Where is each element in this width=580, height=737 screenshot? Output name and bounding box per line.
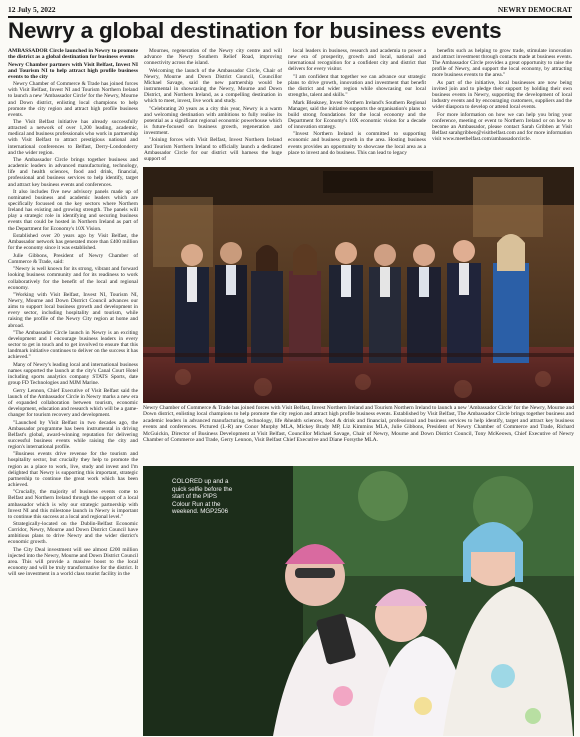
paragraph: Established over 20 years ago by Visit Belfast, the Ambassador network has generated more than £400 million for the economy since it was established.	[8, 233, 138, 252]
paragraph: "The Ambassador Circle launch in Newry is an exciting development and I encourage business leaders in every sector to get in touch and to get involved to ensure that this landmark initiative continues to deliver on the success it has achieved."	[8, 330, 138, 361]
paragraph: "Joining forces with Visit Belfast, Invest Northern Ireland and Tourism Northern Ireland to officially launch a dedicated Ambassador Circle for our district will harness the huge support of	[144, 137, 282, 162]
publication-name: NEWRY DEMOCRAT	[497, 5, 572, 14]
paragraph: Mournes, regeneration of the Newry city centre and will advance the Newry Southern Relief Road, improving connectivity across the island.	[144, 48, 282, 67]
paragraph: Welcoming the launch of the Ambassador Circle, Chair of Newry, Mourne and Down District Council, Councillor Michael Savage, said the new partnership would be instrumental in showcasing the Newry, Mourne and Down District, and Northern Ireland, as a compelling destination in which to meet, invest, live work and study.	[144, 67, 282, 105]
group-photo-illustration	[143, 167, 574, 403]
paragraph: "Newry is well known for its strong, vibrant and forward looking business community and for its readiness to work collaboratively for the benefit of the local and regional economy.	[8, 266, 138, 291]
article-column-1	[8, 48, 138, 733]
paragraph: "Celebrating 20 years as a city this year, Newry is a warm and welcoming destination with ambitions to fully realise its potential as a significant regional economic powerhouse which is future-focused on business growth, regeneration and investment.	[144, 105, 282, 136]
paragraph: local leaders in business, research and academia to power a new era of prosperity, growth and local, national and international recognition for a confident city and district that delivers for every visitor.	[288, 48, 426, 73]
paragraph: "Business events drive revenue for the tourism and hospitality sector, but crucially they help to promote the region as a place to work, live, study and invest and I'm delighted that Newry is supporting this important, strategic partnership to continue the great work which has been achieved.	[8, 451, 138, 488]
paragraph: "Launched by Visit Belfast in two decades ago, the Ambassador programme has been instrumental in driving Belfast's global, award-winning reputation for delivering successful business events while raising the city and region's international profile.	[8, 419, 138, 450]
group-photo	[143, 167, 574, 403]
paragraph: "Working with Visit Belfast, Invest NI, Tourism NI, Newry, Mourne and Down District Council advances our aims to support local business growth and development in every sector, including hospitality and tourism, while raising the profile of the Newry City region at home and abroad.	[8, 292, 138, 329]
paragraph: The City Deal investment will see almost £200 million injected into the Newry, Mourne and Down District Council area. This will provide a massive boost to the local economy and will be truly transformative for the district. It will see investment in a world class tourist facility in the	[8, 546, 138, 578]
colour-run-photo-label: COLORED up and a quick selfie before the start of the PIPS Colour Run at the weekend. MGP2506	[172, 478, 233, 515]
group-photo-caption: Newry Chamber of Commerce & Trade has joined forces with Visit Belfast, Invest Northern Ireland and Tourism Northern Ireland to launch a new 'Ambassador Circle' for the Newry, Mourne and Down district, enlisting local champions to help promote the city region and attract high profile business events. Established by Visit Belfast, The Ambassador Circle brings together business and academic leaders in advanced manufacturing, technology, life &health sciences, food & drink and financial, professional and business services to help identify, target and attract key business events and conferences. Pictured (L-R) are Conor Murphy MLA, Mickey Brady MP, Liz Kimmins MLA, Julie Gibbons, President of Newry Chamber of Commerce and Trade, Richard McGuickin, Director of Business Development at Visit Belfast, Councillor Michael Savage, Chair of Newry, Mourne and Down District Council, Tony McKeown, Chief Executive of Newry Chamber of Commerce and Trade, Gerry Lennon, Visit Belfast Chief Executive and Diane Forsythe MLA.	[143, 405, 574, 444]
paragraph: Mark Bleakney, Invest Northern Ireland's Southern Regional Manager, said the initiative supports the organisation's plans to build strong foundations for the local economy and the Department for Economy's 10X economic vision for a decade of innovation strategy.	[288, 99, 426, 130]
paragraph: The Visit Belfast initiative has already successfully attracted a network of over 1,200 leading, academic, medical and business professionals who work in partnership with Visit Belfast to attract prestigious national and international conferences to Belfast, Derry-Londonderry and the wider region.	[8, 119, 138, 156]
article-subhead: Newry Chamber partners with Visit Belfast, Invest NI and Tourism NI to help attract high profile business events to the city	[8, 61, 138, 80]
paragraph: Many of Newry's leading local and international business names supported the launch at the city's Canal Court Hotel including sports analytics company STATS Sports, date group FD Technologies and MJM Marine.	[8, 361, 138, 387]
headline: Newry a global destination for business events	[8, 18, 502, 43]
paragraph: "Crucially, the majority of business events come to Belfast and Northern Ireland through the support of a local ambassador which is why our strategic partnership with Invest NI and this milestone launch in Newry is important to continue this success at a local and regional level."	[8, 489, 138, 520]
paragraph: Julie Gibbons, President of Newry Chamber of Commerce & Trade, said:	[8, 252, 138, 265]
page-header	[8, 4, 572, 18]
paragraph: "Invest Northern Ireland is committed to supporting economic and business growth in the area. Hosting business events provides an opportunity to showcase the local area as a place to invest and do business. This can lead to legacy	[288, 131, 426, 156]
paragraph: As part of the initiative, local businesses are now being invited join and to pledge their support by holding their own business events in Newry, supporting the development of local industry events and by encouraging customers, suppliers and the wider diaspora to develop or attend local events.	[432, 79, 572, 111]
paragraph: For more information on how we can help you bring your conference, meeting or event to Northern Ireland or on how to become an Ambassador, please contact Sarah Gribben at Visit Belfast sarahgribben@visitbelfast.com and for more information visit www.meetbelfast.com/ambassadorcircle.	[432, 111, 572, 143]
paragraph: Newry Chamber of Commerce & Trade has joined forces with Visit Belfast, Invest NI and Tourism Northern Ireland to launch a new 'Ambassador Circle' for the Newry, Mourne and Down district, enlisting local champions to help promote the city region and attract high profile business events.	[8, 81, 138, 118]
paragraph: Gerry Lennon, Chief Executive of Visit Belfast said the launch of the Ambassador Circle in Newry marks a new era of expanded collaboration between tourism, economic development, education and research which will be a game-changer for tourism recovery and development.	[8, 387, 138, 419]
paragraph: It also includes five new advisory panels made up of nominated business and academic leaders which are specifically focussed on the key sectors where Northern Ireland has existing and growing strength. The panels will play a strategic role in identifying and securing business events that could be hosted in Northern Ireland as part of the Department for Economy's 10X Vision.	[8, 189, 138, 232]
paragraph: benefits such as helping to grow trade, stimulate innovation and attract investment through contacts made at business events. The Ambassador Circle provides a great opportunity to raise the profile of Newry, and support the local economy, by attracting more business events to the area."	[432, 48, 572, 79]
article-lead: AMBASSADOR Circle launched in Newry to promote the district as a global destination for business events	[8, 48, 138, 61]
paragraph: "I am confident that together we can advance our strategic plans to drive growth, innovation and investment that benefit the district and wider region while showcasing our local strengths, talent and skills."	[288, 73, 426, 99]
paragraph: The Ambassador Circle brings together business and academic leaders in advanced manufacturing, technology, life and health sciences, food and drink, financial, professional and business services to help identify, target and attract key business events and conferences.	[8, 157, 138, 188]
page-date: 12 July 5, 2022	[8, 5, 56, 14]
paragraph: Strategically-located on the Dublin-Belfast Economic Corridor, Newry, Mourne and Down District Council have ambitious plans to drive Newry and the wider district's economic growth.	[8, 521, 138, 546]
